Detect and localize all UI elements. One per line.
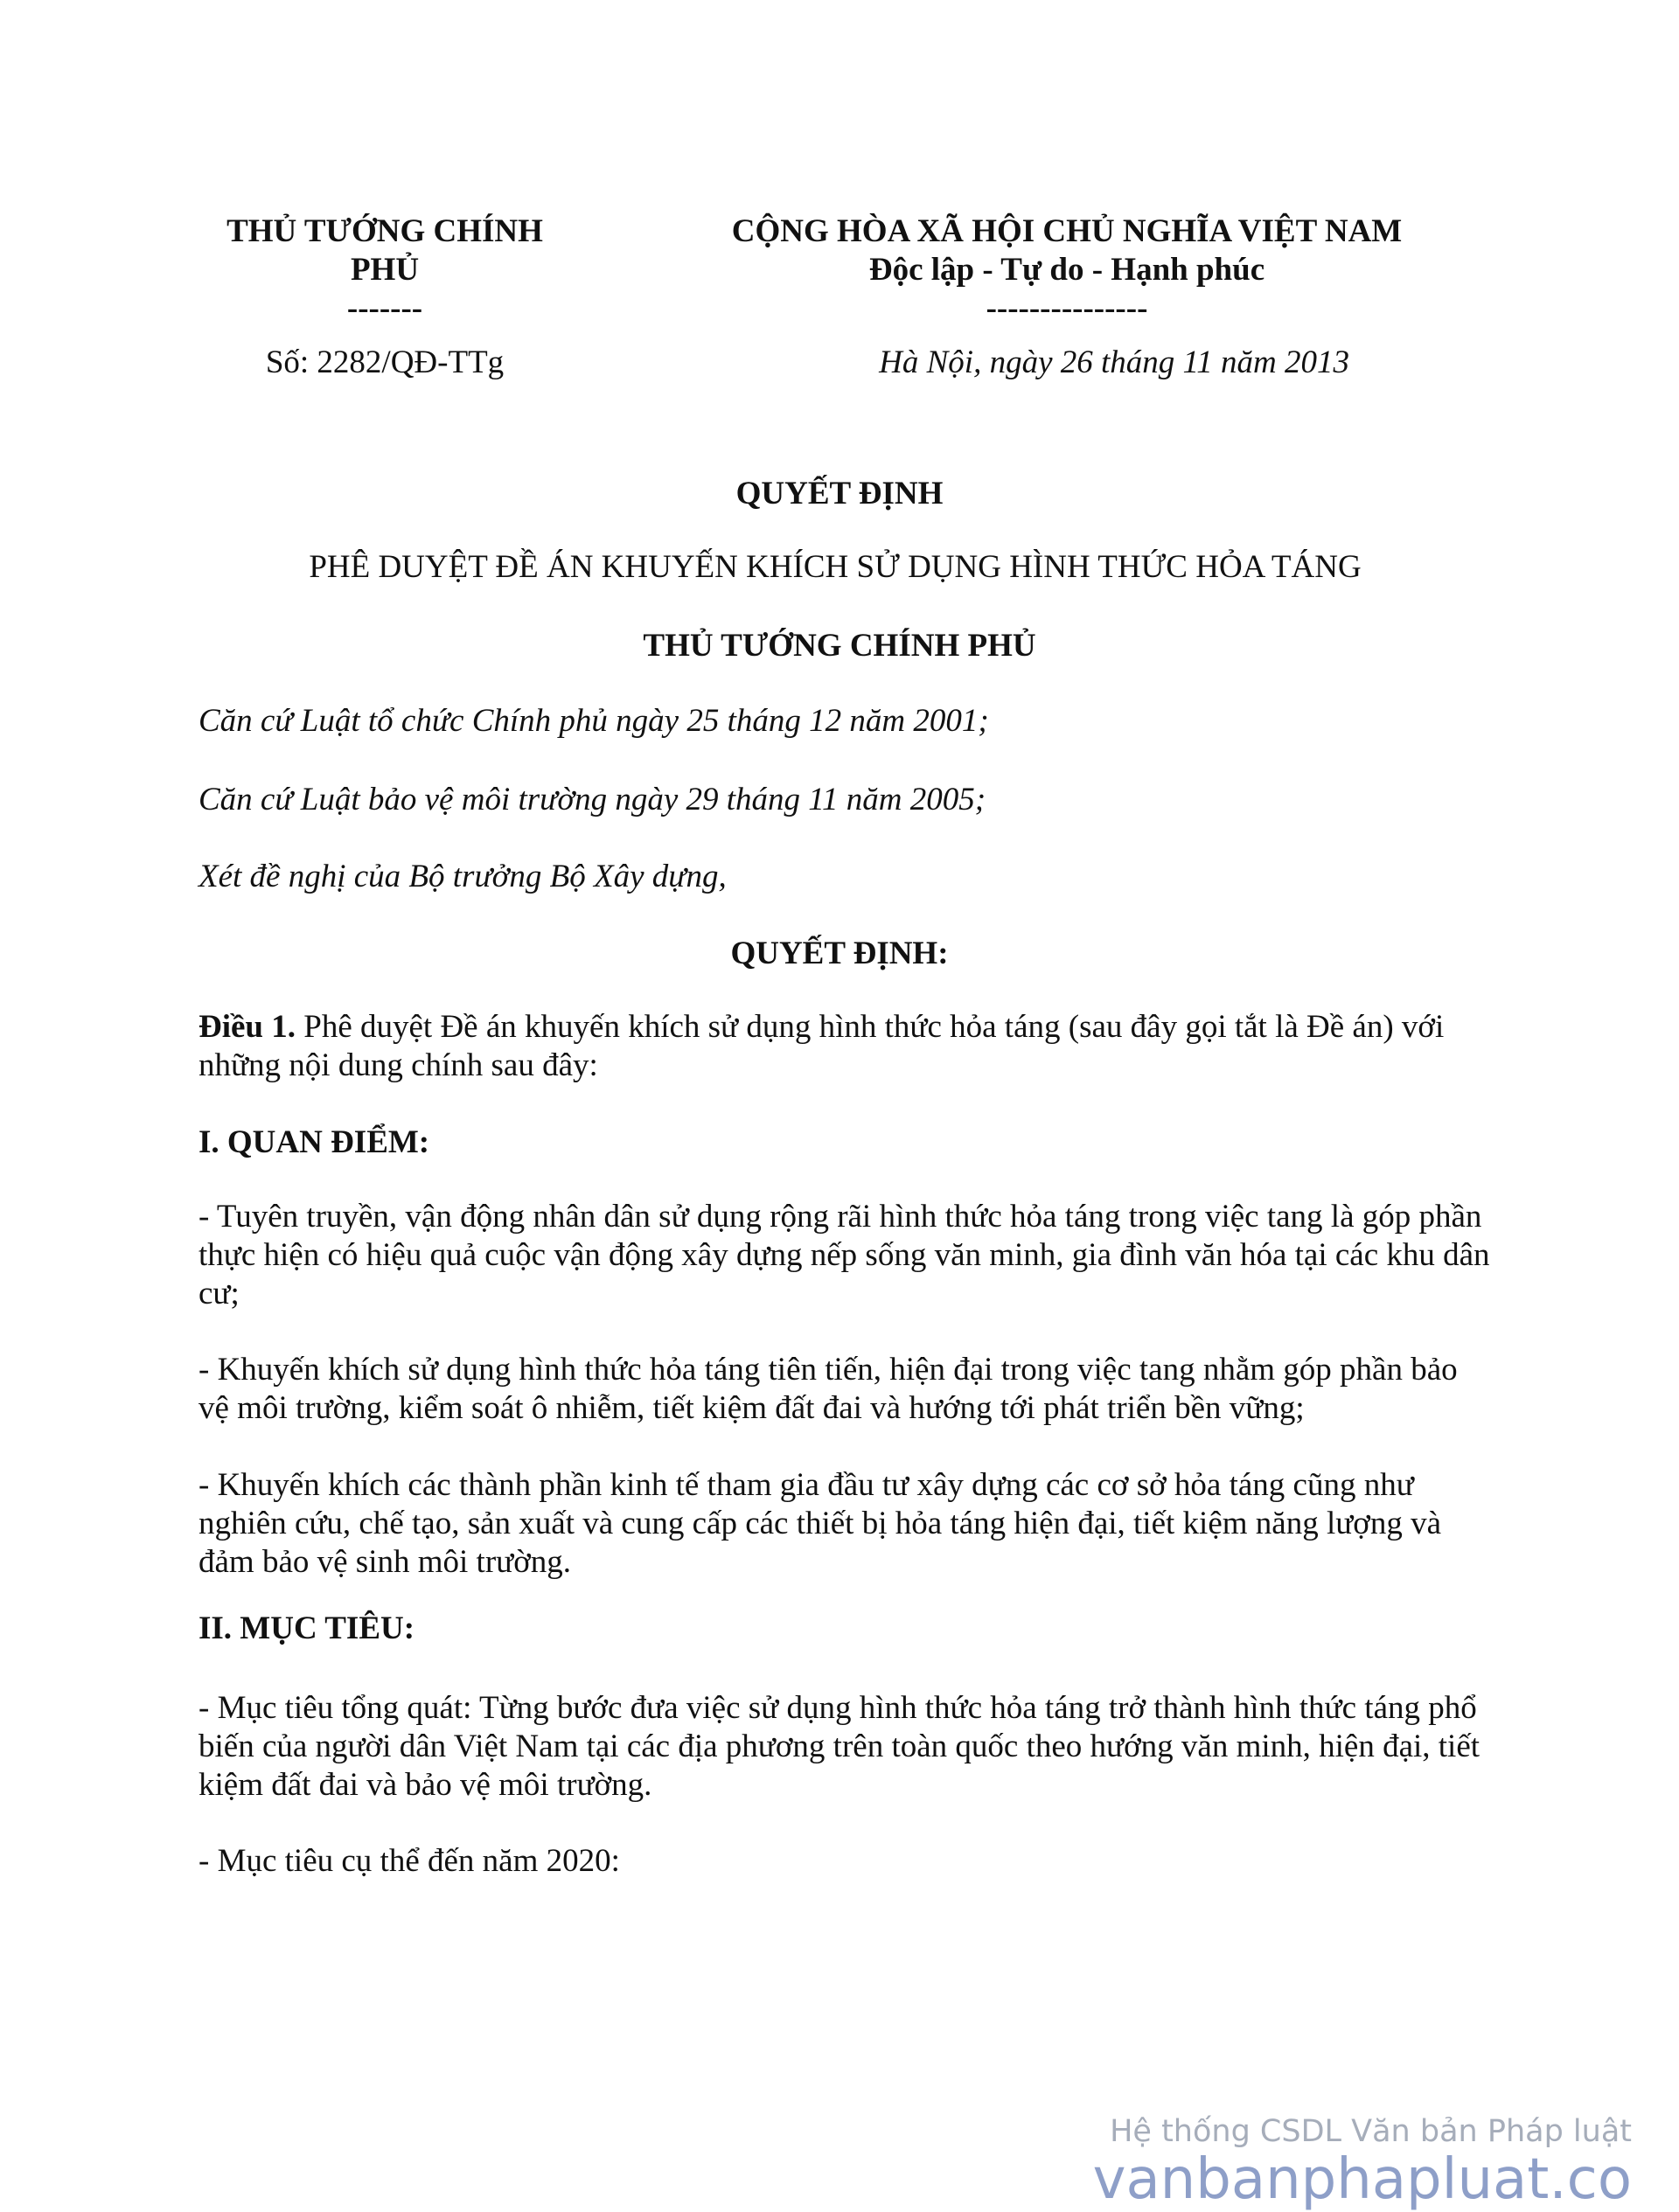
document-subject: PHÊ DUYỆT ĐỀ ÁN KHUYẾN KHÍCH SỬ DỤNG HÌNH THỨC HỎA TÁNG [309,549,1362,585]
watermark-caption: Hệ thống CSDL Văn bản Pháp luật [1110,2114,1632,2149]
issuing-authority-title: THỦ TƯỚNG CHÍNH PHỦ [643,628,1036,664]
nation-name: CỘNG HÒA XÃ HỘI CHỦ NGHĨA VIỆT NAM [731,213,1403,249]
preamble-line: Căn cứ Luật bảo vệ môi trường ngày 29 tháng 11 năm 2005; [199,782,986,817]
preamble-line: Xét đề nghị của Bộ trưởng Bộ Xây dựng, [199,859,727,894]
section-1-item: - Tuyên truyền, vận động nhân dân sử dụng rộng rãi hình thức hỏa táng trong việc tang là góp phần thực hiện có hiệu quả cuộc vận động xây dựng nếp sống văn minh, gia đình văn hóa tại các khu dân cư; [199,1199,1490,1311]
article-1-label: Điều 1. [199,1009,296,1045]
issuer-line-2: PHỦ [350,252,420,288]
place-and-date: Hà Nội, ngày 26 tháng 11 năm 2013 [879,344,1349,380]
issuer-block [210,212,560,328]
section-1-item: - Khuyến khích sử dụng hình thức hỏa táng tiên tiến, hiện đại trong việc tang nhằm góp phần bảo vệ môi trường, kiểm soát ô nhiễm, tiết kiệm đất đai và hướng tới phát triển bền vững; [199,1352,1458,1426]
preamble-line: Căn cứ Luật tổ chức Chính phủ ngày 25 tháng 12 năm 2001; [199,703,989,739]
document-type-title: QUYẾT ĐỊNH [735,476,944,511]
motto: Độc lập - Tự do - Hạnh phúc [868,252,1265,288]
issuer-line-1: THỦ TƯỚNG CHÍNH [226,213,543,249]
section-1-heading: I. QUAN ĐIỂM: [199,1124,430,1160]
motto-rule: --------------- [986,290,1148,326]
section-2-item: - Mục tiêu cụ thể đến năm 2020: [199,1843,620,1879]
article-1-text: Phê duyệt Đề án khuyến khích sử dụng hình thức hỏa táng (sau đây gọi tắt là Đề án) với những nội dung chính sau đây: [199,1009,1445,1083]
nation-block [603,212,1530,328]
watermark [1093,2114,1632,2210]
issuer-rule: ------- [346,290,423,326]
decision-heading: QUYẾT ĐỊNH: [730,936,949,971]
article-1 [199,1008,1493,1085]
section-2-item: - Mục tiêu tổng quát: Từng bước đưa việc sử dụng hình thức hỏa táng trở thành hình thức táng phổ biến của người dân Việt Nam tại các địa phương trên toàn quốc theo hướng văn minh, hiện đại, tiết kiệm đất đai và bảo vệ môi trường. [199,1690,1480,1803]
document-number: Số: 2282/QĐ-TTg [265,344,505,380]
watermark-site: vanbanphapluat.co [1092,2147,1632,2212]
section-1-item: - Khuyến khích các thành phần kinh tế tham gia đầu tư xây dựng các cơ sở hỏa táng cũng như nghiên cứu, chế tạo, sản xuất và cung cấp các thiết bị hỏa táng hiện đại, tiết kiệm năng lượng và đảm bảo vệ sinh môi trường. [199,1467,1442,1580]
section-2-heading: II. MỤC TIÊU: [199,1610,415,1646]
